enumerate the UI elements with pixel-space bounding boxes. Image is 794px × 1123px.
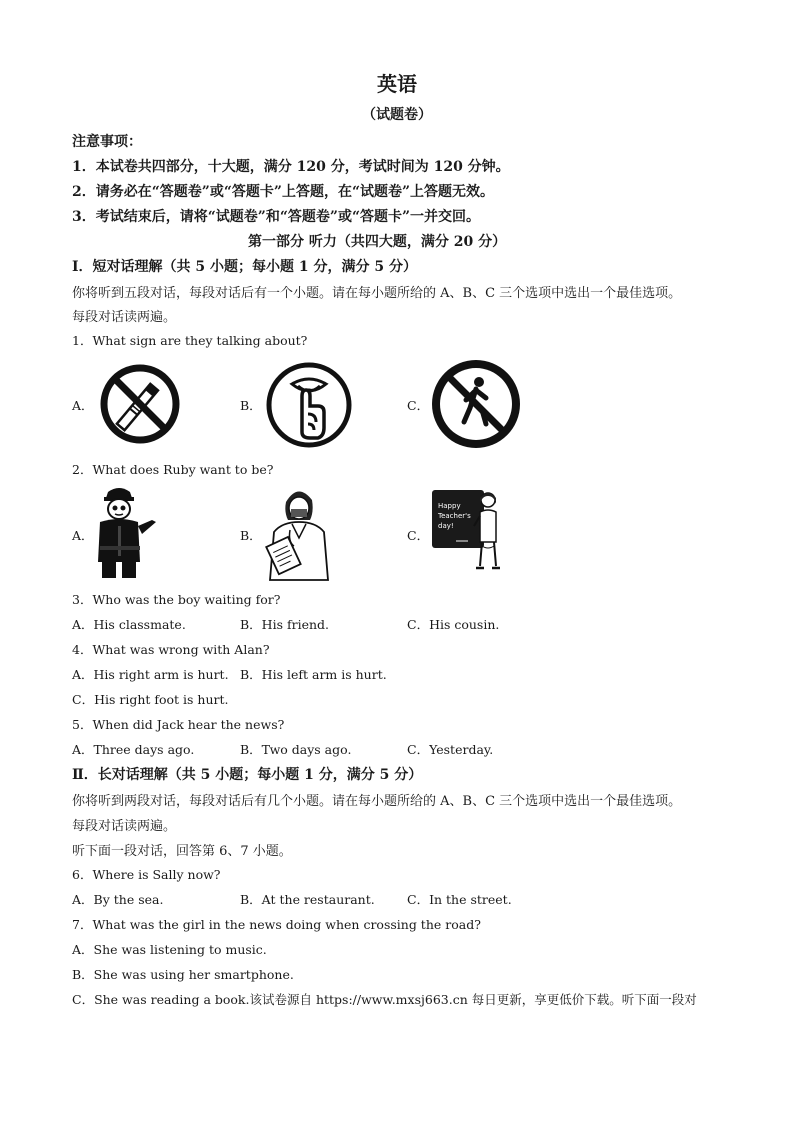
option-label: B． <box>240 398 262 413</box>
answer-option: B．Two days ago. <box>240 742 352 757</box>
question-stem: 5．When did Jack hear the news? <box>72 717 285 732</box>
police-officer-icon <box>90 484 164 580</box>
page-title: 英语 <box>377 72 417 96</box>
answer-option: C．His cousin. <box>407 617 500 632</box>
answer-option: A．His classmate. <box>72 617 186 632</box>
section-heading: Ⅱ．长对话理解（共 5 小题；每小题 1 分，满分 5 分） <box>72 767 423 783</box>
question-stem: 7．What was the girl in the news doing when crossing the road? <box>72 917 481 932</box>
answer-option: C．Yesterday. <box>407 742 494 757</box>
section-instruction: 你将听到两段对话，每段对话后有几个小题。请在每小题所给的 A、B、C 三个选项中选出一个最佳选项。 <box>72 794 682 809</box>
section-instruction: 每段对话读两遍。 <box>72 310 177 325</box>
teacher-blackboard-icon <box>430 486 504 580</box>
section-heading: Ⅰ．短对话理解（共 5 小题；每小题 1 分，满分 5 分） <box>72 259 418 275</box>
question-stem: 2．What does Ruby want to be? <box>72 462 274 477</box>
notice-item: 2．请务必在“答题卷”或“答题卡”上答题，在“试题卷”上答题无效。 <box>72 184 495 200</box>
answer-option: B．His left arm is hurt. <box>240 667 387 682</box>
question-stem: 6．Where is Sally now? <box>72 867 221 882</box>
notice-heading: 注意事项： <box>72 134 142 150</box>
question-stem: 4．What was wrong with Alan? <box>72 642 270 657</box>
option-label: C． <box>407 528 430 543</box>
question-stem: 1．What sign are they talking about? <box>72 333 308 348</box>
answer-option: A．Three days ago. <box>72 742 195 757</box>
board-text-line: day! <box>438 522 454 530</box>
answer-option: C．She was reading a book.该试卷源自 https://www.mxsj663.cn 每日更新，享更低价下载。听下面一段对 <box>72 992 697 1007</box>
section-instruction: 每段对话读两遍。 <box>72 819 177 834</box>
answer-option: C．In the street. <box>407 892 512 907</box>
notice-item: 3．考试结束后，请将“试题卷”和“答题卷”或“答题卡”一并交回。 <box>72 209 481 225</box>
answer-option: A．By the sea. <box>72 892 164 907</box>
option-label: C． <box>407 398 430 413</box>
answer-option: B．His friend. <box>240 617 329 632</box>
part-heading: 第一部分 听力（共四大题，满分 20 分） <box>248 234 507 250</box>
answer-option: C．His right foot is hurt. <box>72 692 229 707</box>
question-stem: 3．Who was the boy waiting for? <box>72 592 281 607</box>
board-text-line: Teacher's <box>438 512 471 520</box>
section-instruction: 你将听到五段对话，每段对话后有一个小题。请在每小题所给的 A、B、C 三个选项中选出一个最佳选项。 <box>72 286 682 301</box>
sub-instruction: 听下面一段对话，回答第 6、7 小题。 <box>72 844 292 859</box>
option-label: A． <box>72 528 94 543</box>
option-label: A． <box>72 398 94 413</box>
answer-option: A．His right arm is hurt. <box>72 667 229 682</box>
answer-option: B．At the restaurant. <box>240 892 375 907</box>
keep-quiet-sign-icon <box>264 360 354 450</box>
board-text-line: Happy <box>438 502 461 510</box>
option-label: B． <box>240 528 262 543</box>
page-subtitle: （试题卷） <box>362 107 432 123</box>
doctor-icon <box>262 482 334 582</box>
no-pedestrians-sign-icon <box>430 358 522 450</box>
answer-option: B．She was using her smartphone. <box>72 967 294 982</box>
notice-item: 1．本试卷共四部分，十大题，满分 120 分，考试时间为 120 分钟。 <box>72 159 510 175</box>
answer-option: A．She was listening to music. <box>72 942 267 957</box>
no-smoking-sign-icon <box>96 362 184 446</box>
